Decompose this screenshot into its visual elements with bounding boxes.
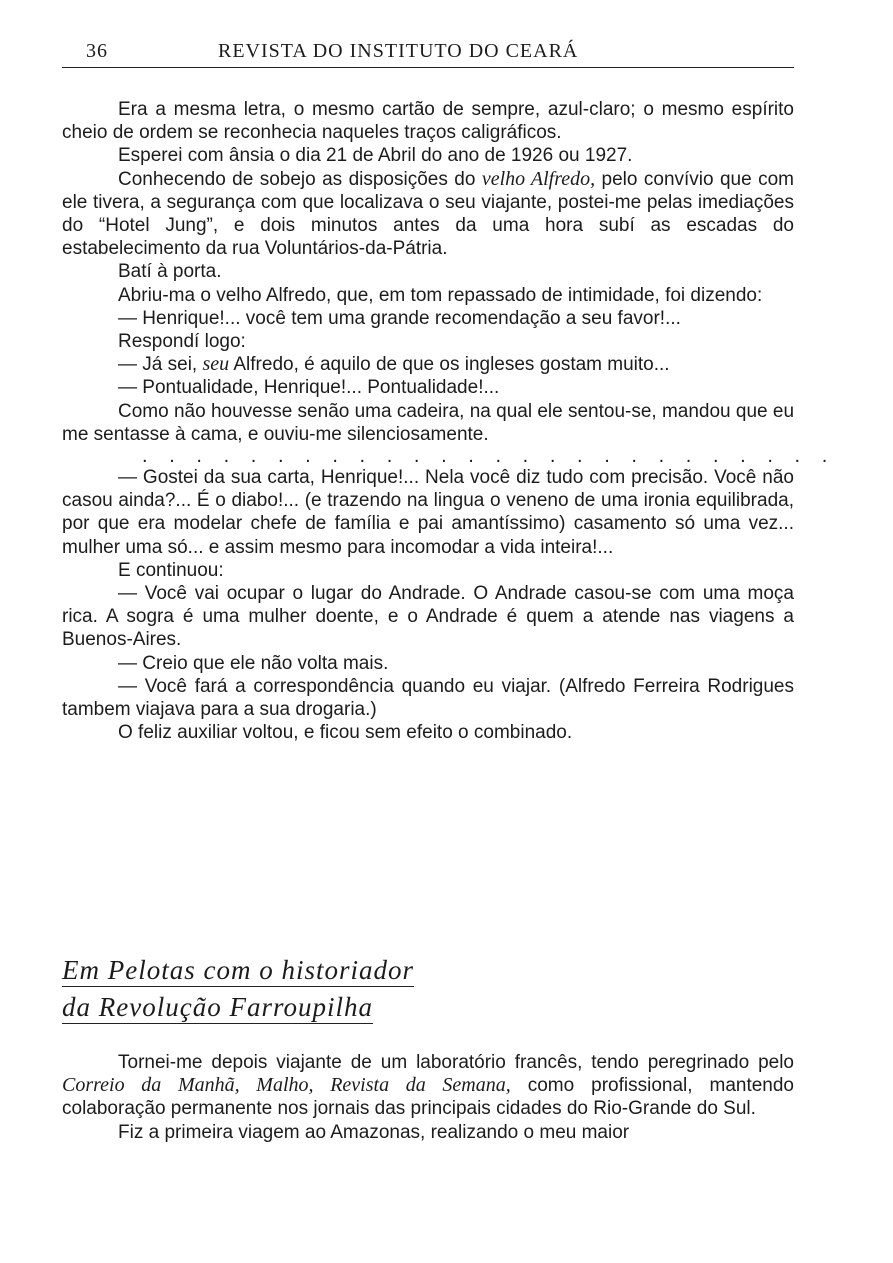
separator-dot: . [767, 445, 773, 468]
separator-dot: . [658, 445, 665, 468]
paragraph: E continuou: [118, 559, 224, 581]
separator-dot: . [577, 445, 583, 468]
text-run: — Já sei, [118, 354, 203, 376]
separator-dot: . [386, 445, 393, 468]
page-header [62, 40, 794, 68]
separator-dot: . [522, 445, 529, 468]
separator-dot: . [740, 445, 746, 468]
separator-dot: . [413, 445, 420, 468]
paragraph: Batí à porta. [118, 261, 222, 283]
text-run: Alfredo, é aquilo de que os ingleses gostam muito... [229, 354, 670, 376]
paragraph: — Você vai ocupar o lugar do Andrade. O Andrade casou-se com uma moça rica. A sogra é uma mulher doente, e o Andrade é quem a atende nas viagens a Buenos-Aires. [62, 583, 794, 651]
paragraph: — Henrique!... você tem uma grande recomendação a seu favor!... [118, 307, 681, 329]
dotted-separator [62, 445, 828, 468]
paragraph: — Pontualidade, Henrique!... Pontualidade!... [118, 377, 500, 399]
separator-dot: . [821, 445, 828, 468]
paragraph [62, 168, 794, 261]
separator-dot: . [712, 445, 719, 468]
italic-text: velho Alfredo, [481, 167, 596, 190]
separator-dot: . [495, 445, 501, 468]
paragraph [62, 353, 794, 376]
separator-dot: . [305, 445, 311, 468]
text-block-3 [62, 1051, 794, 1144]
paragraph: — Você fará a correspondência quando eu viajar. (Alfredo Ferreira Rodrigues tambem viajava para a sua drogaria.) [62, 675, 794, 721]
separator-dot: . [277, 445, 284, 468]
separator-dot: . [441, 445, 447, 468]
text-run: como profissional, mantendo colaboração permanente nos jornais das principais cidades do Rio-Grande do Sul. [62, 1075, 795, 1120]
paragraph: Era a mesma letra, o mesmo cartão de sempre, azul-claro; o mesmo espírito cheio de ordem se reconhecia naqueles traços caligráficos. [62, 99, 794, 144]
paragraph: — Creio que ele não volta mais. [118, 652, 389, 674]
paragraph: Fiz a primeira viagem ao Amazonas, realizando o meu maior [118, 1121, 630, 1143]
separator-dot: . [332, 445, 338, 468]
text-run: pelo convívio que com ele tivera, a segurança com que localizava o seu viajante, postei-me pelas imediações do “Hotel Jung”, e dois minutos antes da uma hora subí as escadas do estabelecimento da rua Voluntários-da-Pátria. [62, 168, 794, 260]
separator-dot: . [223, 445, 230, 468]
separator-dot: . [468, 445, 474, 468]
header-divider [62, 67, 794, 68]
heading-line: Em Pelotas com o historiador [62, 955, 414, 985]
separator-dot: . [250, 445, 257, 468]
separator-dot: . [604, 445, 610, 468]
section-heading [62, 954, 414, 1024]
separator-dot: . [794, 445, 801, 468]
separator-dot: . [631, 445, 637, 468]
page-number: 36 [86, 40, 108, 62]
separator-dot: . [196, 445, 202, 468]
separator-dot: . [169, 445, 175, 468]
paragraph: O feliz auxiliar voltou, e ficou sem efeito o combinado. [118, 722, 573, 744]
paragraph: — Gostei da sua carta, Henrique!... Nela você diz tudo com precisão. Você não casou ainda?... É o diabo!... (e trazendo na lingua o veneno de uma ironia equilibrada, por que era modelar chefe de família e pai amantíssimo) casamento só uma vez... mulher uma só... e assim mesmo para incomodar a vida inteira!... [62, 467, 794, 558]
text-run: Conhecendo de sobejo as disposições do [118, 168, 482, 190]
paragraph: Esperei com ânsia o dia 21 de Abril do ano de 1926 ou 1927. [118, 145, 633, 167]
separator-dot: . [685, 445, 692, 468]
text-block-1 [62, 98, 828, 744]
paragraph: Respondí logo: [118, 331, 246, 353]
separator-dot: . [549, 445, 556, 468]
paragraph: Abriu-ma o velho Alfredo, que, em tom repassado de intimidade, foi dizendo: [118, 284, 763, 306]
separator-dot: . [142, 445, 148, 468]
running-title: REVISTA DO INSTITUTO DO CEARÁ [218, 40, 579, 62]
italic-text: Correio da Manhã, Malho, Revista da Semana, [62, 1074, 511, 1097]
paragraph: Como não houvesse senão uma cadeira, na qual ele sentou-se, mandou que eu me sentasse à cama, e ouviu-me silenciosamente. [62, 400, 795, 445]
paragraph [62, 1051, 794, 1121]
text-run: Tornei-me depois viajante de um laboratório francês, tendo peregrinado pelo [118, 1052, 794, 1073]
heading-line: da Revolução Farroupilha [62, 992, 373, 1022]
italic-text: seu [202, 353, 230, 376]
separator-dot: . [359, 445, 366, 468]
